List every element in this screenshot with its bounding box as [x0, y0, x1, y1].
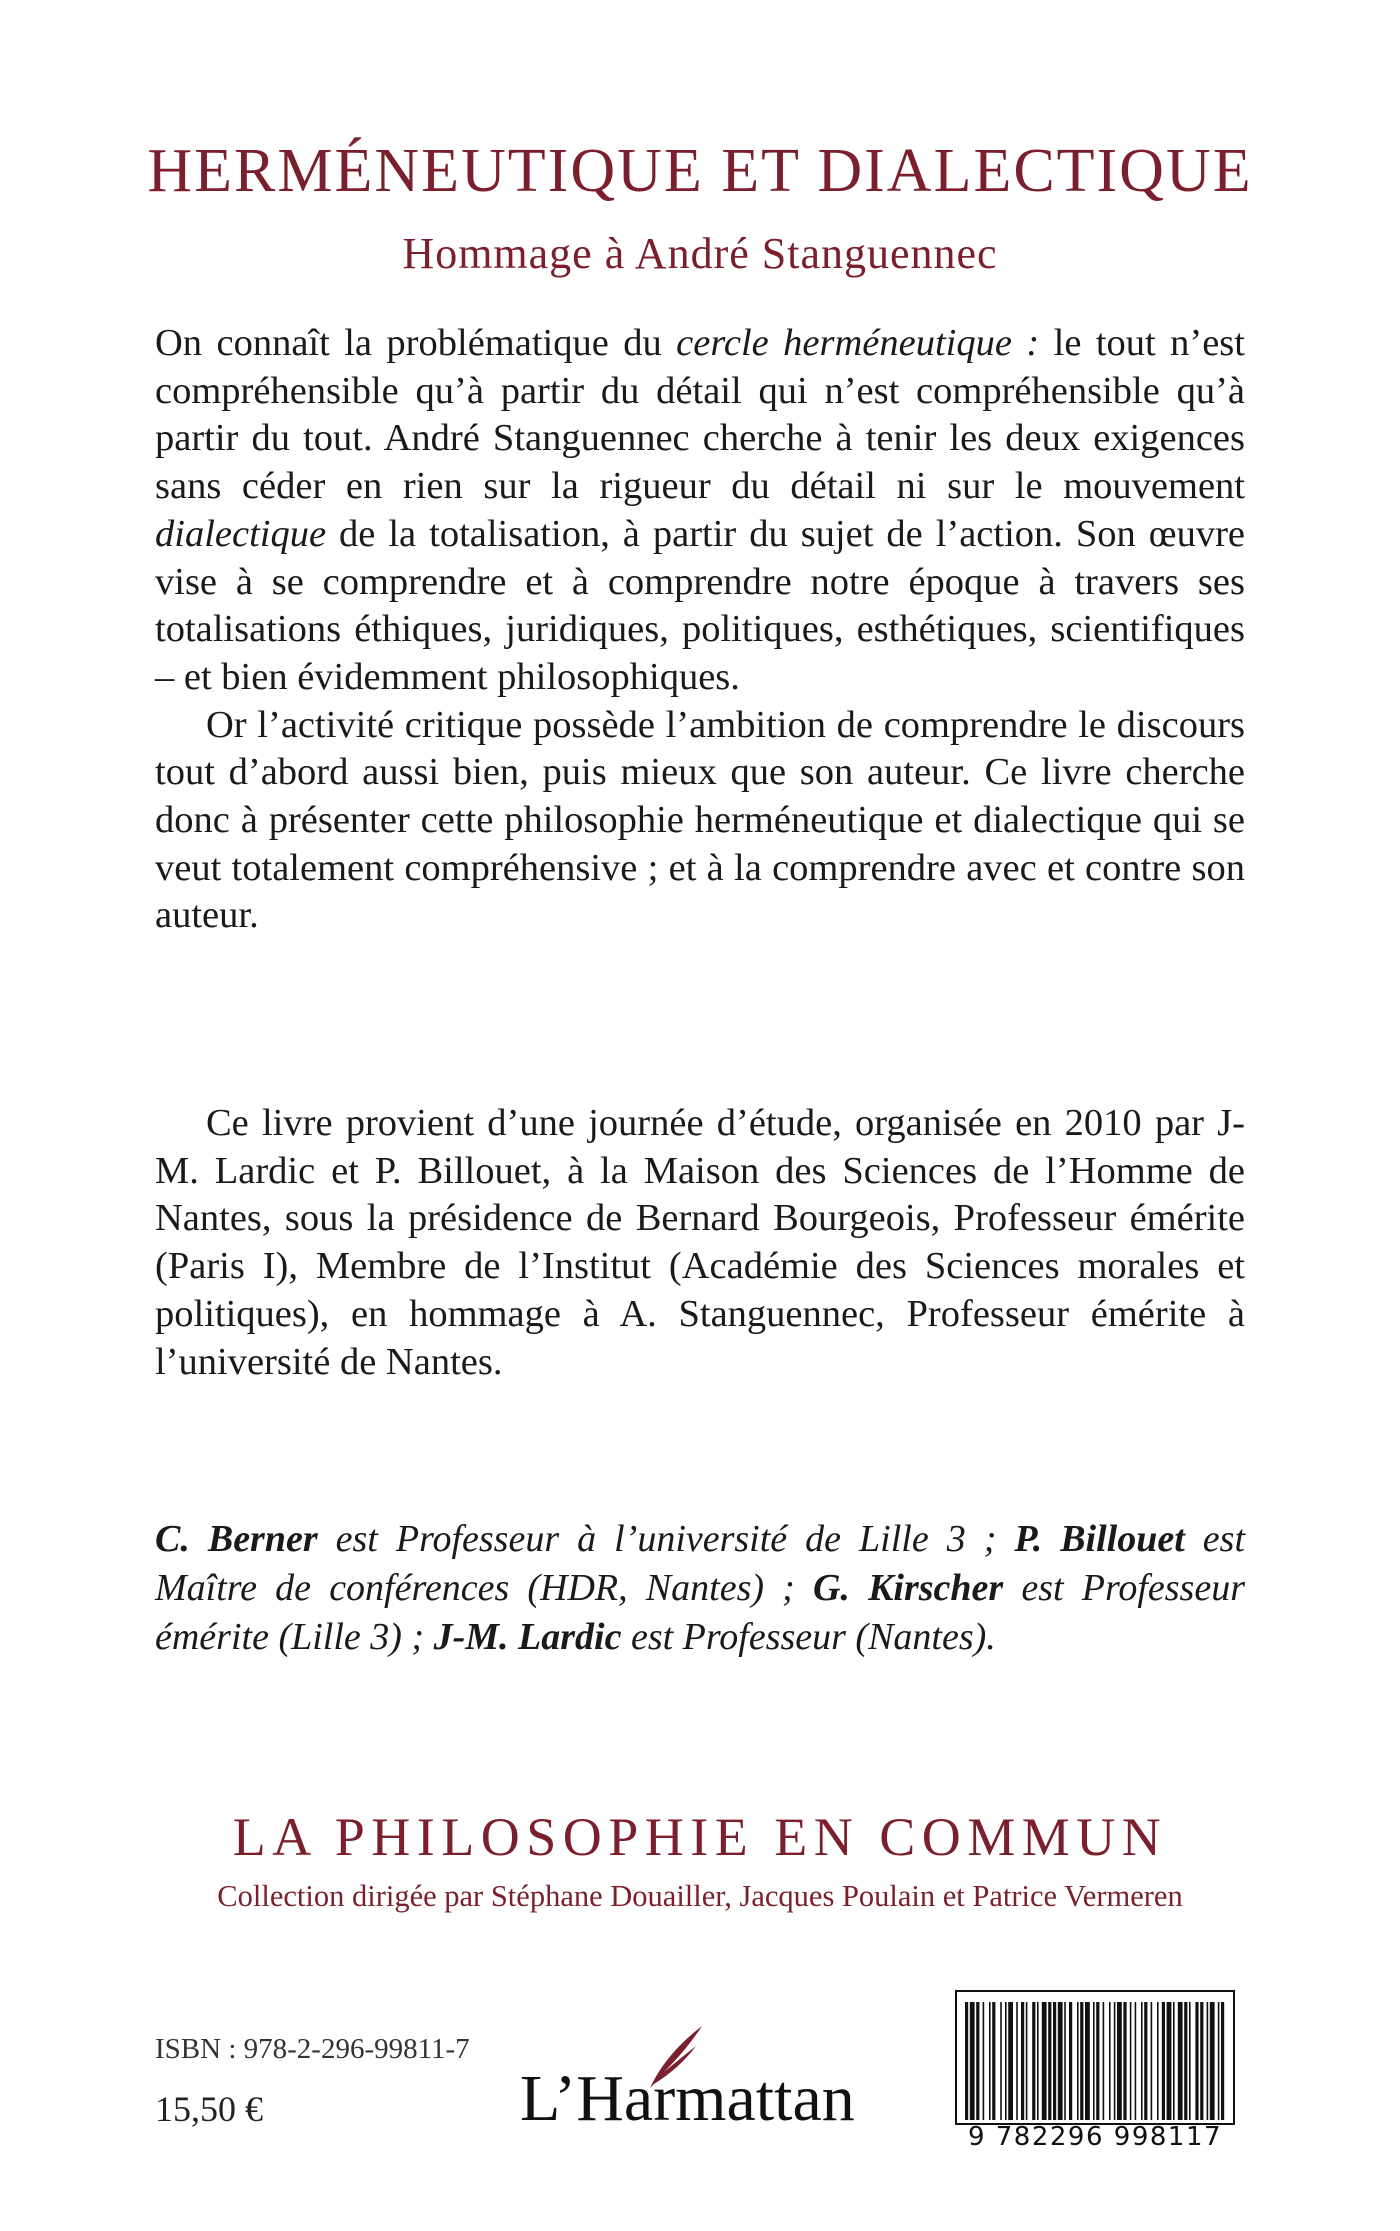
barcode-bar — [1080, 2002, 1083, 2120]
barcode-bar — [1069, 2002, 1072, 2120]
barcode-bar — [1077, 2002, 1079, 2120]
credit-text: est Professeur émérite (Lille 3) ; — [155, 1567, 1245, 1658]
barcode-bar — [1005, 2002, 1007, 2120]
barcode-bar — [1178, 2002, 1183, 2120]
barcode-number: 9 782296 998117 — [967, 2122, 1223, 2152]
credit-text: est Professeur (Nantes). — [621, 1616, 996, 1658]
barcode-bar — [983, 2002, 985, 2120]
barcode-bar — [976, 2002, 979, 2120]
barcode-bar — [1096, 2002, 1099, 2120]
series-name: LA PHILOSOPHIE EN COMMUN — [232, 1807, 1168, 1867]
paragraph-1 — [155, 320, 1245, 702]
barcode-bar — [1114, 2002, 1116, 2120]
book-title: HERMÉNEUTIQUE ET DIALECTIQUE — [147, 137, 1253, 205]
barcode-bar — [1135, 2002, 1137, 2120]
paragraph-3: Ce livre provient d’une journée d’étude, organisée en 2010 par J-M. Lardic et P. Billouet, à la Maison des Sciences de l’Homme de Nantes, sous la présidence de Bernard Bourgeois, Professeur émérite (Paris I), Membre de l’Institut (Académie des Sciences morales et politiques), en hommage à A. Stanguennec, Professeur émérite à l’université de Nantes. — [155, 1102, 1245, 1383]
barcode-bar — [1032, 2002, 1035, 2120]
barcode-bar — [1008, 2002, 1013, 2120]
barcode-bar — [1210, 2002, 1215, 2120]
barcode-bar — [1151, 2002, 1153, 2120]
barcode-bar — [1053, 2002, 1056, 2120]
barcode-bar — [1103, 2002, 1105, 2120]
barcode-bar — [1157, 2002, 1159, 2120]
paragraph-2: Or l’activité critique possède l’ambition de comprendre le discours tout d’abord aussi bien, puis mieux que son auteur. Ce livre cherche donc à présenter cette philosophie herméneutique et dialectique qui se veut totalement compréhensive ; et à la comprendre avec et contre son auteur. — [155, 703, 1245, 937]
paragraph-1-text-a: On connaît la problématique du — [155, 322, 677, 364]
barcode-bar — [1189, 2002, 1191, 2120]
credit-name: J-M. Lardic — [433, 1616, 622, 1658]
barcode-bar — [1021, 2002, 1024, 2120]
barcode-bar — [1026, 2002, 1028, 2120]
barcode-bars — [955, 1990, 1235, 2125]
series-direction: Collection dirigée par Stéphane Douailler, Jacques Poulain et Patrice Vermeren — [217, 1879, 1183, 1913]
author-credits — [155, 1515, 1245, 1662]
credit-text: est Maître de conférences (HDR, Nantes) ; — [155, 1518, 1245, 1609]
paragraph-1-italic-a: cercle herméneutique : — [676, 322, 1040, 364]
paragraph-1-text-b: le tout n’est compréhensible qu’à partir du détail qui n’est compréhensible qu’à partir du tout. André Stanguennec cherche à tenir les deux exigences sans céder en rien sur la rigueur du détail ni sur le mouvement — [155, 322, 1245, 508]
credit-name: G. Kirscher — [812, 1567, 1004, 1609]
barcode-frame — [956, 1991, 1234, 2124]
barcode-bar — [1218, 2002, 1220, 2120]
barcode-bar — [1200, 2002, 1203, 2120]
barcode-bar — [1123, 2002, 1126, 2120]
book-subtitle: Hommage à André Stanguennec — [402, 229, 998, 278]
description-block — [155, 320, 1245, 940]
barcode-bar — [992, 2002, 995, 2120]
barcode-bar — [965, 2002, 968, 2120]
publisher-name: L’Harmattan — [520, 2062, 855, 2135]
barcode-bar — [1167, 2002, 1172, 2120]
barcode-bar — [1109, 2002, 1111, 2120]
paragraph-1-text-c: de la totalisation, à partir du sujet de l’action. Son œuvre vise à se comprendre et à comprendre notre époque à travers ses totalisations éthiques, juridiques, politiques, esthétiques, scientifiques – et bien évidemment philosophiques. — [155, 512, 1245, 698]
credit-name: P. Billouet — [1014, 1518, 1185, 1560]
publisher-logo — [520, 2030, 880, 2150]
barcode-bar — [1207, 2002, 1209, 2120]
price: 15,50 € — [155, 2089, 263, 2129]
barcode-bar — [1093, 2002, 1095, 2120]
barcode-bar — [970, 2002, 975, 2120]
barcode-bar — [1130, 2002, 1132, 2120]
barcode-bar — [1037, 2002, 1039, 2120]
isbn: ISBN : 978-2-296-99811-7 — [155, 2033, 470, 2065]
barcode-bar — [1085, 2002, 1090, 2120]
barcode-bar — [1064, 2002, 1066, 2120]
barcode-bar — [1048, 2002, 1051, 2120]
paragraph-1-italic-b: dialectique — [155, 512, 327, 555]
credit-name: C. Berner — [155, 1518, 318, 1560]
barcode-bar — [1195, 2002, 1198, 2120]
barcode-bar — [1016, 2002, 1018, 2120]
barcode-bar — [1144, 2002, 1147, 2120]
barcode — [955, 1990, 1235, 2165]
barcode-bar — [1000, 2002, 1002, 2120]
barcode-bar — [1042, 2002, 1047, 2120]
barcode-bar — [1117, 2002, 1122, 2120]
barcode-bar — [1058, 2002, 1063, 2120]
credit-text: est Professeur à l’université de Lille 3 ; — [317, 1518, 1015, 1560]
barcode-bar — [1184, 2002, 1187, 2120]
barcode-bar — [1173, 2002, 1175, 2120]
barcode-bar — [989, 2002, 991, 2120]
barcode-bar — [1141, 2002, 1143, 2120]
barcode-bar — [1162, 2002, 1165, 2120]
barcode-bar — [1221, 2002, 1224, 2120]
